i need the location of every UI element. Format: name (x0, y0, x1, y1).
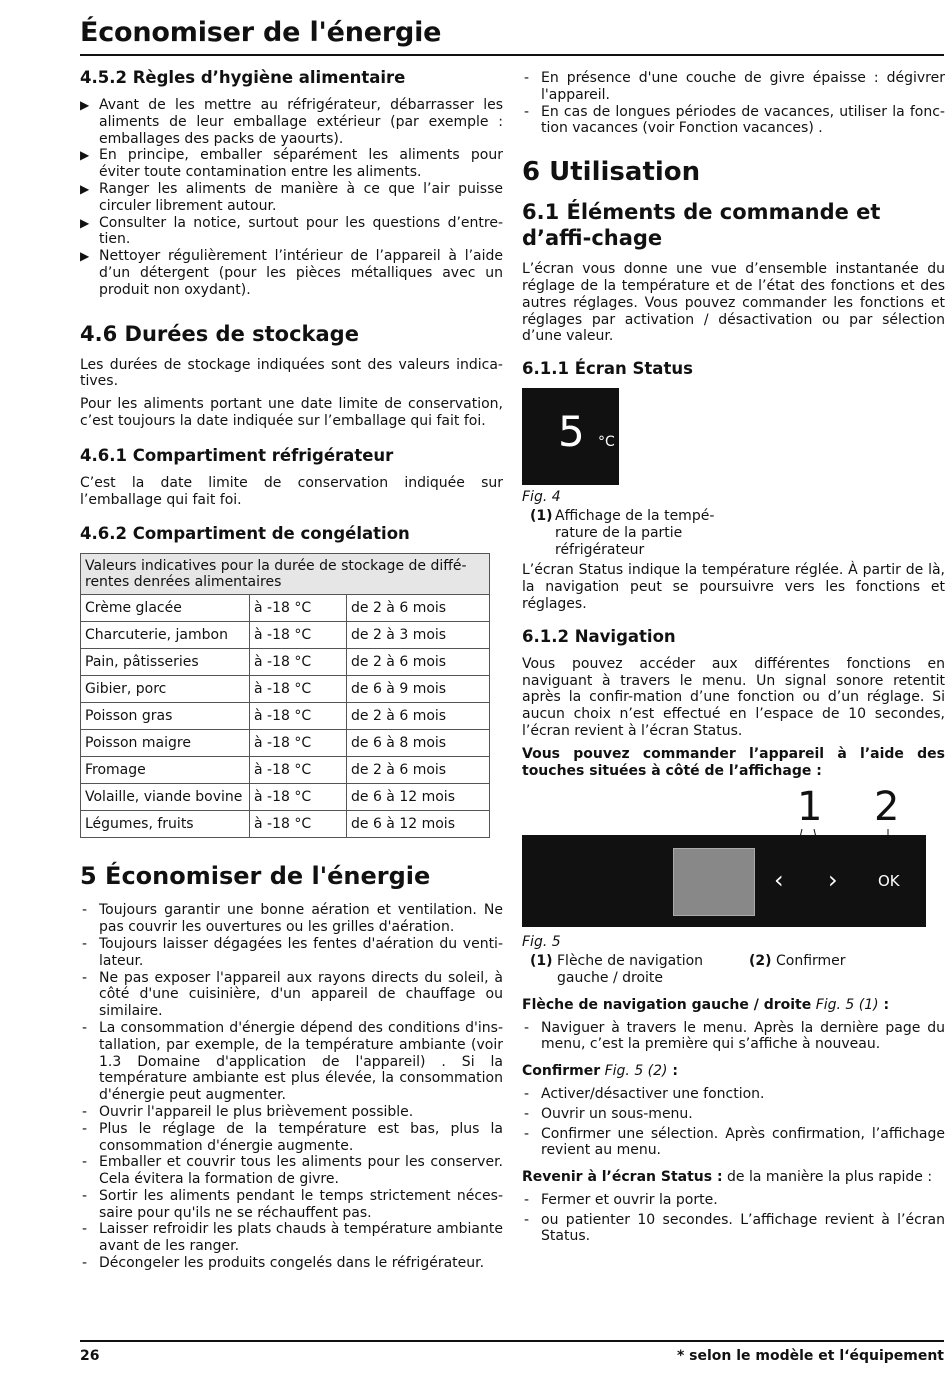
table-cell: à -18 °C (250, 703, 347, 730)
figure-label: Fig. 5 (522, 934, 561, 951)
callout-2: 2 (874, 784, 900, 831)
list-item: ▶ Nettoyer régulièrement l’intérieur de l’appareil à l’aide d’un détergent (pour les pièces métalliques avec un produit non oxydant). (80, 248, 503, 298)
right-column (522, 70, 945, 1251)
table-cell: Poisson maigre (81, 730, 250, 757)
table-cell: de 6 à 12 mois (347, 784, 490, 811)
table-cell: de 2 à 6 mois (347, 703, 490, 730)
return-list (522, 1192, 945, 1245)
table-cell: à -18 °C (250, 757, 347, 784)
chevron-right-icon[interactable]: › (828, 866, 838, 895)
temperature-value: 5 (558, 407, 585, 457)
heading-colon: : (878, 996, 890, 1013)
list-item: - Naviguer à travers le menu. Après la dernière page du menu, c’est la première qui s’affiche à nouveau. (522, 1020, 945, 1054)
figure-legend (522, 508, 945, 558)
table-cell: de 2 à 3 mois (347, 622, 490, 649)
table-cell: à -18 °C (250, 595, 347, 622)
table-row (81, 649, 490, 676)
heading-bold: Flèche de navigation gauche / droite (522, 996, 812, 1013)
table-cell: Légumes, fruits (81, 811, 250, 838)
paragraph: L’écran Status indique la température réglée. À partir de là, la navigation peut se poursuivre vers les fonctions et réglages. (522, 562, 945, 612)
legend-text: Affichage de la tempé-rature de la partie réfrigérateur (555, 507, 715, 558)
nav-list (522, 1020, 945, 1054)
legend-number: (1) (530, 507, 553, 524)
footer-note: * selon le modèle et l‘équipement (676, 1348, 944, 1364)
control-panel (522, 835, 926, 927)
table-header-row (81, 554, 490, 595)
heading-5: 5 Économiser de l'énergie (80, 862, 431, 891)
paragraph: Pour les aliments portant une date limite de conservation, c’est toujours la date indiquée sur l’emballage qui fait foi. (80, 396, 503, 429)
list-item: ▶ En principe, emballer séparément les aliments pour éviter toute contamination entre les aliments. (80, 147, 503, 181)
table-cell: de 2 à 6 mois (347, 595, 490, 622)
page-title: Économiser de l'énergie (80, 17, 442, 48)
temperature-unit: °C (598, 434, 615, 451)
paragraph: L’écran vous donne une vue d’ensemble instantanée du réglage de la température et de l’état des fonctions et des autres réglages. Vous pouvez commander les fonctions et réglages par activation / désactivation ou par sélection d’une valeur. (522, 261, 945, 345)
legend-number: (1) (530, 953, 553, 970)
list-item: - Décongeler les produits congelés dans le réfrigérateur. (80, 1255, 503, 1272)
table-cell: à -18 °C (250, 784, 347, 811)
table-cell: Pain, pâtisseries (81, 649, 250, 676)
legend-item (522, 953, 741, 987)
list-item: - Ouvrir un sous-menu. (522, 1106, 945, 1123)
confirm-list (522, 1086, 945, 1159)
table-cell: Crème glacée (81, 595, 250, 622)
list-item: - En cas de longues périodes de vacances, utiliser la fonc-tion vacances (voir Fonction vacances) . (522, 104, 945, 138)
list-item: - Fermer et ouvrir la porte. (522, 1192, 945, 1209)
list-item: - Toujours laisser dégagées les fentes d'aération du venti-lateur. (80, 936, 503, 970)
paragraph: Les durées de stockage indiquées sont des valeurs indica-tives. (80, 356, 503, 390)
status-screen-figure (522, 388, 619, 485)
table-cell: Charcuterie, jambon (81, 622, 250, 649)
list-item: - La consommation d'énergie dépend des conditions d'ins-tallation, par exemple, de la température ambiante (voir 1.3 Domaine d'application de l'appareil) . Si la température ambiante est plus élevée, la consommation d'énergie peut augmenter. (80, 1020, 503, 1104)
return-heading (522, 1169, 945, 1186)
figure-label: Fig. 4 (522, 489, 561, 506)
nav-arrow-heading (522, 997, 945, 1014)
ok-button[interactable]: OK (878, 872, 900, 891)
table-cell: à -18 °C (250, 649, 347, 676)
table-cell: à -18 °C (250, 811, 347, 838)
table-cell: à -18 °C (250, 730, 347, 757)
list-item: ▶ Consulter la notice, surtout pour les questions d’entre-tien. (80, 215, 503, 249)
callout-1: 1 (797, 784, 823, 831)
table-row (81, 730, 490, 757)
list-item: - En présence d'une couche de givre épaisse : dégivrer l'appareil. (522, 70, 945, 104)
table-cell: de 2 à 6 mois (347, 757, 490, 784)
table-row (81, 676, 490, 703)
table-cell: de 2 à 6 mois (347, 649, 490, 676)
table-cell: Volaille, viande bovine (81, 784, 250, 811)
legend-item (741, 953, 846, 987)
paragraph: Vous pouvez accéder aux différentes fonctions en naviguant à travers le menu. Un signal sonore retentit après la confir-mation d’une fonction ou d’un réglage. Si aucun choix n’est effectué en l’espace de 10 secondes, l’écran revient à l’écran Status. (522, 655, 945, 739)
table-cell: de 6 à 8 mois (347, 730, 490, 757)
heading-6-1: 6.1 Éléments de commande et d’affi-chage (522, 200, 881, 251)
figure-legend (522, 953, 945, 987)
heading-4-5-2: 4.5.2 Règles d’hygiène alimentaire (80, 68, 406, 87)
table-row (81, 703, 490, 730)
heading-text: de la manière la plus rapide : (722, 1169, 933, 1186)
table-row (81, 595, 490, 622)
footer-rule (80, 1340, 944, 1342)
legend-number: (2) (749, 953, 772, 970)
heading-bold: Confirmer (522, 1063, 601, 1080)
display-area (673, 848, 755, 916)
table-cell: de 6 à 12 mois (347, 811, 490, 838)
table-row (81, 784, 490, 811)
legend-text: Flèche de navigation gauche / droite (557, 953, 704, 986)
confirm-heading (522, 1063, 945, 1080)
list-item: - Activer/désactiver une fonction. (522, 1086, 945, 1103)
page-number: 26 (80, 1348, 100, 1364)
list-item: - Plus le réglage de la température est bas, plus la consommation d'énergie augmente. (80, 1121, 503, 1155)
chevron-left-icon[interactable]: ‹ (774, 866, 784, 895)
list-item: - Sortir les aliments pendant le temps strictement néces-saire pour qu'ils ne se réchauffent pas. (80, 1188, 503, 1222)
list-item: ▶ Avant de les mettre au réfrigérateur, débarrasser les aliments de leur emballage extérieur (par exemple : emballages des packs de yaourts). (80, 97, 503, 147)
table-row (81, 622, 490, 649)
list-item: - Confirmer une sélection. Après confirmation, l’affichage revient au menu. (522, 1126, 945, 1160)
hygiene-list (80, 97, 503, 299)
table-row (81, 811, 490, 838)
list-item: - Ouvrir l'appareil le plus brièvement possible. (80, 1104, 503, 1121)
heading-6-1-2: 6.1.2 Navigation (522, 626, 676, 646)
list-item: - Emballer et couvrir tous les aliments pour les conserver. Cela évitera la formation de givre. (80, 1154, 503, 1188)
header-rule (80, 54, 944, 56)
heading-4-6-2: 4.6.2 Compartiment de congélation (80, 524, 410, 544)
list-item: - Toujours garantir une bonne aération et ventilation. Ne pas couvrir les ouvertures ou les grilles d'aération. (80, 902, 503, 936)
left-column (80, 64, 503, 1278)
table-row (81, 757, 490, 784)
table-cell: Poisson gras (81, 703, 250, 730)
list-item: - Laisser refroidir les plats chauds à température ambiante avant de les ranger. (80, 1221, 503, 1255)
heading-bold: Revenir à l’écran Status : (522, 1169, 723, 1186)
table-cell: de 6 à 9 mois (347, 676, 490, 703)
list-item: ▶ Ranger les aliments de manière à ce que l’air puisse circuler librement autour. (80, 181, 503, 215)
navigation-figure (522, 785, 926, 930)
paragraph: C’est la date limite de conservation indiquée sur l’emballage qui fait foi. (80, 474, 503, 508)
figure-reference: Fig. 5 (1) (815, 996, 879, 1013)
storage-table (80, 553, 490, 838)
table-cell: à -18 °C (250, 676, 347, 703)
heading-4-6-1: 4.6.1 Compartiment réfrigérateur (80, 445, 394, 465)
heading-6-1-1: 6.1.1 Écran Status (522, 359, 693, 379)
energy-list-continued (522, 70, 945, 137)
legend-text: Confirmer (776, 953, 846, 970)
table-cell: Fromage (81, 757, 250, 784)
figure-reference: Fig. 5 (2) (604, 1063, 668, 1080)
list-item: - Ne pas exposer l'appareil aux rayons directs du soleil, à côté d'une cuisinière, d'un appareil de chauffage ou similaire. (80, 970, 503, 1020)
table-header: Valeurs indicatives pour la durée de stockage de diffé-rentes denrées alimentaires (81, 554, 490, 595)
heading-colon: : (667, 1063, 678, 1080)
table-cell: Gibier, porc (81, 676, 250, 703)
energy-list (80, 902, 503, 1272)
heading-4-6: 4.6 Durées de stockage (80, 321, 359, 346)
list-item: - ou patienter 10 secondes. L’affichage revient à l’écran Status. (522, 1212, 945, 1246)
table-cell: à -18 °C (250, 622, 347, 649)
paragraph-bold: Vous pouvez commander l’appareil à l’aide des touches situées à côté de l’affichage : (522, 745, 945, 779)
heading-6: 6 Utilisation (522, 157, 701, 188)
